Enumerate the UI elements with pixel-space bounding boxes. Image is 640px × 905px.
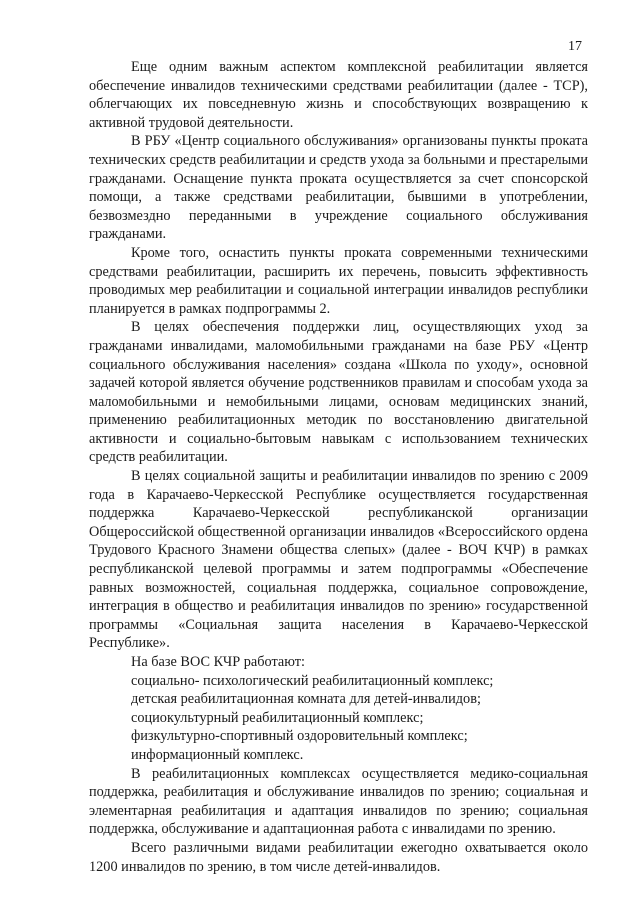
paragraph: В РБУ «Центр социального обслуживания» организованы пункты проката технических средств реабилитации и средств ухода за больными и престарелыми гражданами. Оснащение пункта проката осуществляется за счет спонсорской помощи, а также средствами реабилитации, бывшими в употреблении, безвозмездно переданными в учреждение социального обслуживания гражданами. <box>89 133 588 243</box>
paragraph: Кроме того, оснастить пункты проката современными техническими средствами реабилитации, расширить их перечень, повысить эффективность проводимых мер реабилитации и социальной интеграции инвалидов республики планируется в рамках подпрограммы 2. <box>89 244 588 317</box>
complex-list <box>89 672 588 765</box>
paragraph: Всего различными видами реабилитации ежегодно охватывается около 1200 инвалидов по зрению, в том числе детей-инвалидов. <box>89 839 588 875</box>
list-item: детская реабилитационная комната для детей-инвалидов; <box>131 691 481 708</box>
paragraph: В целях обеспечения поддержки лиц, осуществляющих уход за гражданами инвалидами, маломобильными гражданами на базе РБУ «Центр социального обслуживания населения» создана «Школа по уходу», основной задачей которой является обучение родственников правилам и способам ухода за маломобильными и немобильными лицами, основам медицинских знаний, применению реабилитационных методик по восстановлению двигательной активности и социально-бытовым навыкам с использованием технических средств реабилитации. <box>89 319 588 466</box>
page-content <box>89 58 588 876</box>
list-item: информационный комплекс. <box>131 746 304 763</box>
list-item: социокультурный реабилитационный комплекс; <box>131 709 424 726</box>
list-item: социально- психологический реабилитационный комплекс; <box>131 672 494 689</box>
paragraph: В целях социальной защиты и реабилитации инвалидов по зрению с 2009 года в Карачаево-Черкесской Республике осуществляется государственная поддержка Карачаево-Черкесской республиканской организации Общероссийской общественной организации инвалидов «Всероссийского ордена Трудового Красного Знамени общества слепых» (далее - ВОЧ КЧР) в рамках республиканской целевой программы и затем подпрограммы «Обеспечение равных возможностей, социальная поддержка, социальное сопровождение, интеграция в общество и реабилитация инвалидов по зрению» государственной программы «Социальная защита населения в Карачаево-Черкесской Республике». <box>89 468 588 652</box>
list-intro: На базе ВОС КЧР работают: <box>131 654 305 670</box>
paragraph: Еще одним важным аспектом комплексной реабилитации является обеспечение инвалидов техническими средствами реабилитации (далее - ТСР), облегчающих их повседневную жизнь и способствующих возвращению к активной трудовой деятельности. <box>89 59 588 131</box>
page-number: 17 <box>568 39 582 54</box>
paragraph: В реабилитационных комплексах осуществляется медико-социальная поддержка, реабилитация и обслуживание инвалидов по зрению; социальная и элементарная реабилитация и адаптация инвалидов по зрению; социальная поддержка, обслуживание и адаптационная работа с инвалидами по зрению. <box>89 765 588 838</box>
list-item: физкультурно-спортивный оздоровительный комплекс; <box>131 728 468 745</box>
